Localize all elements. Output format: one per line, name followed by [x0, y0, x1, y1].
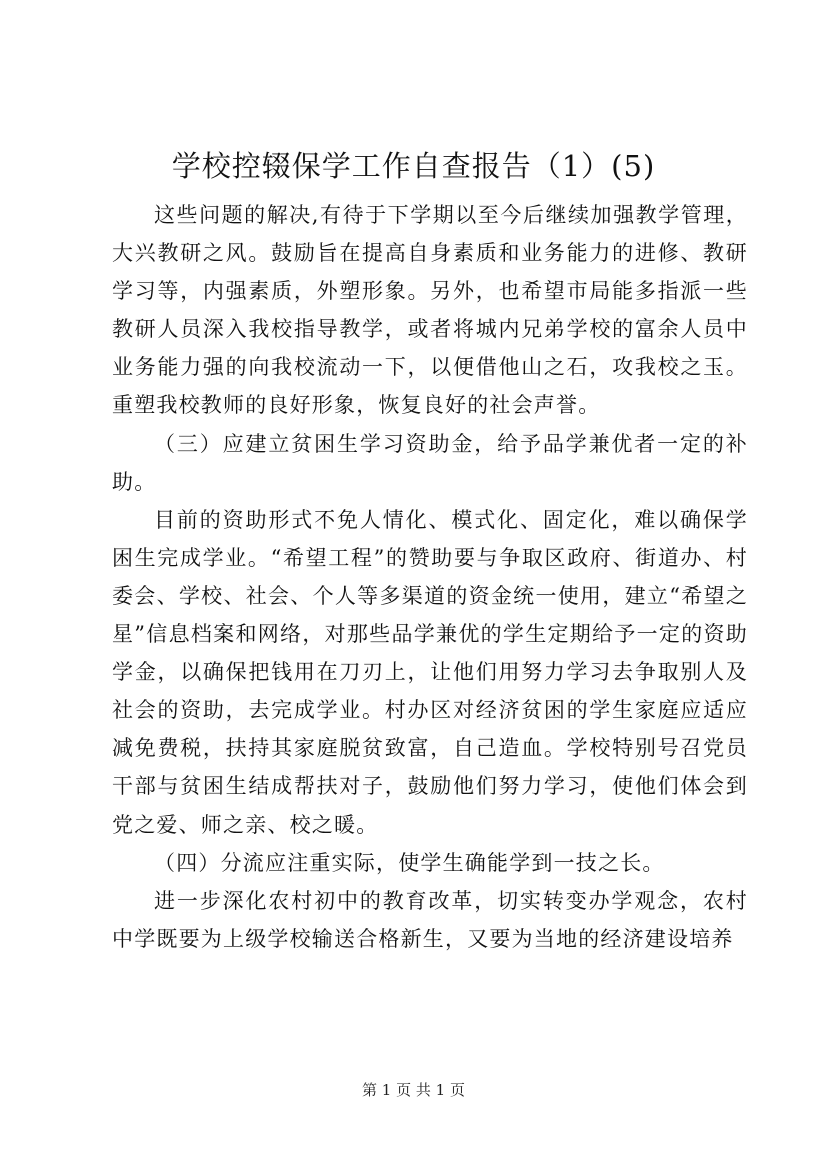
paragraph: 这些问题的解决,有待于下学期以至今后继续加强教学管理，大兴教研之风。鼓励旨在提高自身素质和业务能力的进修、教研学习等，内强素质，外塑形象。另外，也希望市局能多指派一些教研人员深入我校指导教学，或者将城内兄弟学校的富余人员中业务能力强的向我校流动一下，以便借他山之石，攻我校之玉。重塑我校教师的良好形象，恢复良好的社会声誉。 [112, 203, 748, 418]
paragraph: （三）应建立贫困生学习资助金，给予品学兼优者一定的补助。 [112, 431, 748, 494]
document-title: 学校控辍保学工作自查报告（1）(5) [171, 149, 656, 183]
paragraph: 目前的资助形式不免人情化、模式化、固定化，难以确保学困生完成学业。“希望工程”的赞助要与争取区政府、街道办、村委会、学校、社会、个人等多渠道的资金统一使用，建立“希望之星”信息档案和网络，对那些品学兼优的学生定期给予一定的资助学金，以确保把钱用在刀刃上，让他们用努力学习去争取别人及社会的资助，去完成学业。村办区对经济贫困的学生家庭应适应减免费税，扶持其家庭脱贫致富，自己造血。学校特别号召党员干部与贫困生结成帮扶对子，鼓励他们努力学习，使他们体会到党之爱、师之亲、校之暖。 [112, 507, 748, 837]
paragraph: 进一步深化农村初中的教育改革，切实转变办学观念，农村中学既要为上级学校输送合格新生，又要为当地的经济建设培养 [112, 888, 748, 951]
page-footer: 第 1 页 共 1 页 [362, 1081, 465, 1099]
document-body [112, 196, 748, 958]
paragraph: （四）分流应注重实际，使学生确能学到一技之长。 [154, 850, 665, 875]
